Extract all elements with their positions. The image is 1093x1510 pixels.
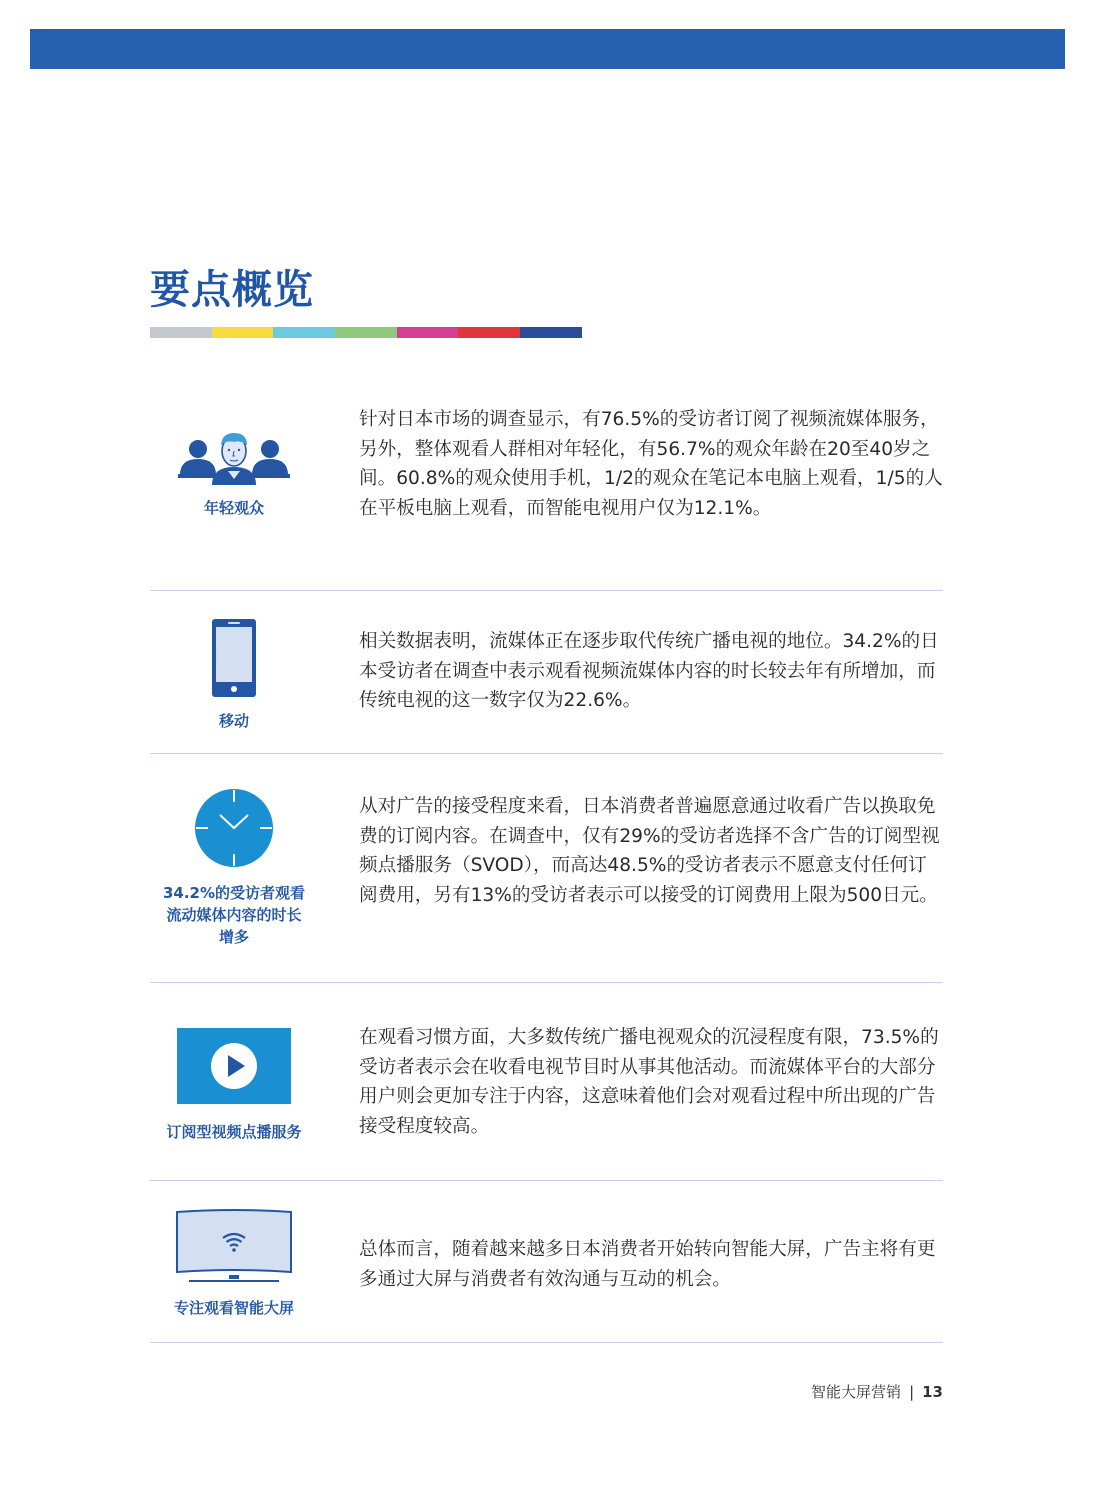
play-video-icon [177, 1028, 291, 1104]
row-caption: 订阅型视频点播服务 [166, 1123, 302, 1141]
page-footer [811, 1381, 943, 1402]
clock-icon [194, 788, 274, 868]
highlight-row-svod [150, 983, 943, 1181]
page-number: 13 [922, 1383, 943, 1401]
row-text: 从对广告的接受程度来看，日本消费者普遍愿意通过收看广告以换取免费的订阅内容。在调查中，仅有29%的受访者选择不含广告的订阅型视频点播服务（SVOD），而高达48.5%的受访者表示不愿意支付任何订阅费用，另有13%的受访者表示可以接受的订阅费用上限为500日元。 [359, 796, 940, 906]
top-banner-bar [30, 29, 1065, 69]
smartphone-icon [211, 618, 257, 698]
row-caption: 移动 [218, 712, 249, 730]
strip-segment [212, 327, 274, 338]
page-title: 要点概览 [150, 267, 314, 313]
row-caption: 专注观看智能大屏 [173, 1299, 294, 1317]
strip-segment [150, 327, 212, 338]
highlight-row-smart-tv [150, 1181, 943, 1343]
smart-tv-wifi-icon [175, 1209, 293, 1285]
audience-icon [176, 429, 292, 485]
row-text: 总体而言，随着越来越多日本消费者开始转向智能大屏，广告主将有更多通过大屏与消费者有效沟通与互动的机会。 [359, 1239, 936, 1290]
strip-segment [273, 327, 335, 338]
strip-segment [397, 327, 459, 338]
strip-segment [520, 327, 582, 338]
footer-separator: | [909, 1383, 915, 1401]
color-strip [150, 327, 582, 338]
row-icon-column [150, 1028, 318, 1143]
row-text: 在观看习惯方面，大多数传统广播电视观众的沉浸程度有限，73.5%的受访者表示会在收看电视节目时从事其他活动。而流媒体平台的大部分用户则会更加专注于内容，这意味着他们会对观看过程中所出现的广告接受程度较高。 [359, 1027, 939, 1137]
row-caption: 年轻观众 [203, 499, 264, 517]
row-icon-column [150, 429, 318, 519]
strip-segment [458, 327, 520, 338]
row-caption: 34.2%的受访者观看流动媒体内容的时长增多 [162, 884, 306, 946]
row-icon-column [150, 1209, 318, 1319]
highlight-row-mobile [150, 591, 943, 754]
strip-segment [335, 327, 397, 338]
row-text: 相关数据表明，流媒体正在逐步取代传统广播电视的地位。34.2%的日本受访者在调查中表示观看视频流媒体内容的时长较去年有所增加，而传统电视的这一数字仅为22.6%。 [359, 631, 939, 711]
highlight-row-ad-acceptance [150, 754, 943, 983]
row-text: 针对日本市场的调查显示，有76.5%的受访者订阅了视频流媒体服务，另外，整体观看人群相对年轻化，有56.7%的观众年龄在20至40岁之间。60.8%的观众使用手机，1/2的观众在笔记本电脑上观看，1/5的人在平板电脑上观看，而智能电视用户仅为12.1%。 [359, 409, 943, 519]
row-icon-column [150, 788, 318, 948]
highlight-row-young-audience [150, 395, 943, 591]
footer-label: 智能大屏营销 [811, 1383, 902, 1401]
row-icon-column [150, 618, 318, 732]
